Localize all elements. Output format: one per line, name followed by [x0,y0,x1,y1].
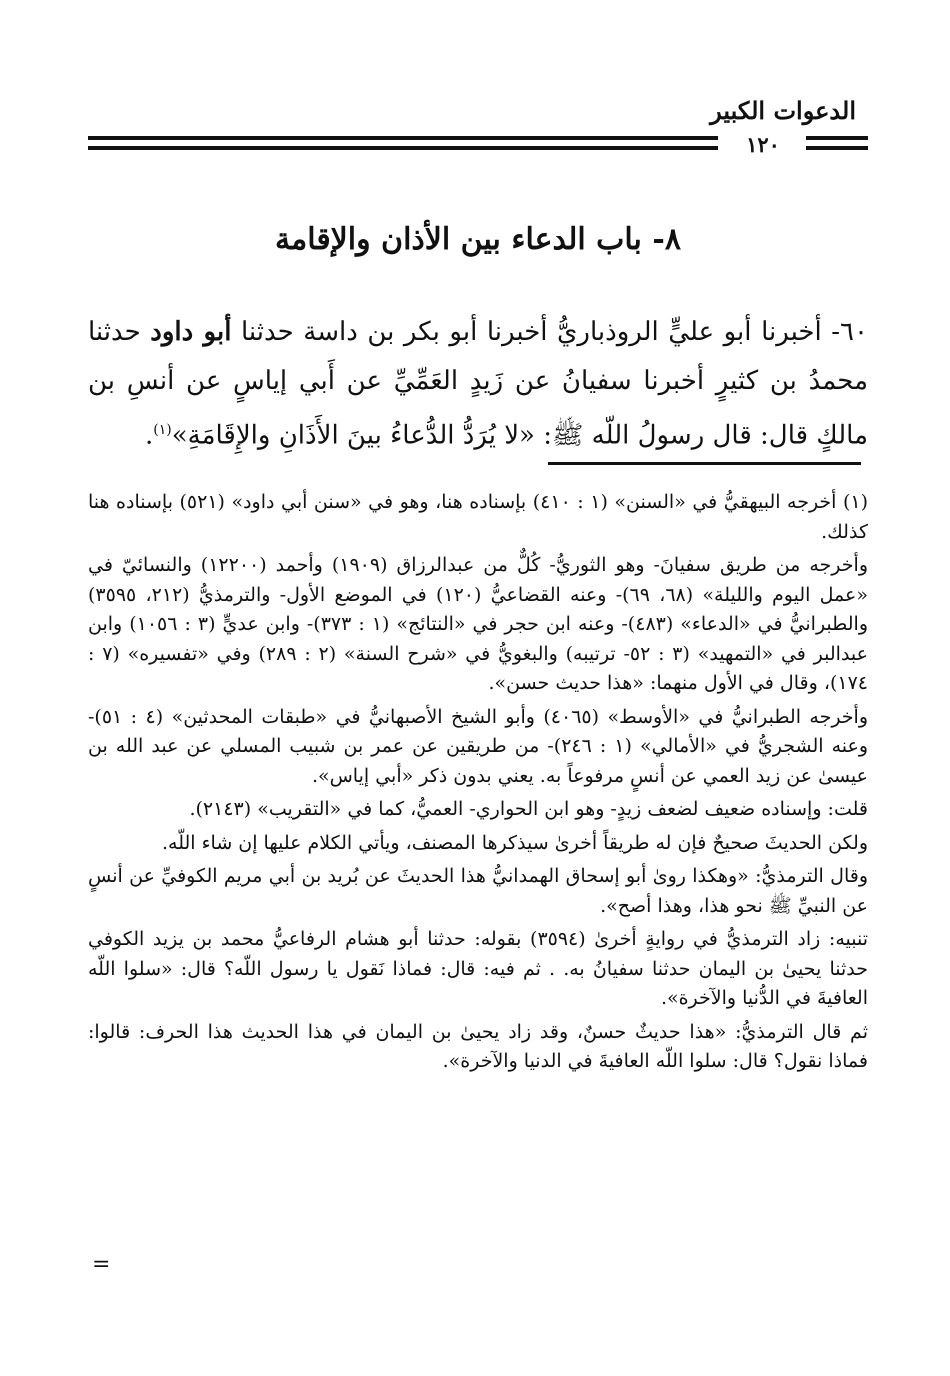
header-rule-top-right [806,136,868,140]
hadith-end: . [144,420,154,451]
page-header [88,96,868,156]
header-rule-bottom-left [88,146,718,150]
header-rule-top-left [88,136,718,140]
page-number: ١٢٠ [746,132,780,157]
footnote-paragraph: وأخرجه الطبرانيُّ في «الأوسط» (٤٠٦٥) وأبو الشيخ الأصبهانيُّ في «طبقات المحدثين» (٤ : ٥١)- وعنه الشجريُّ في «الأمالي» (١ : ٢٤٦)- من طريقين عن عمر بن شبيب المسلي عن عبد الله بن عيسىٰ عن زيد العمي عن أنسٍ مرفوعاً به. يعني بدون ذكر «أبي إياس». [88,705,869,787]
hadith-text [88,308,868,461]
chapter-title: ٨- باب الدعاء بين الأذان والإقامة [275,222,681,257]
continuation-mark: = [92,1252,111,1277]
hadith-intro: ٦٠- أخبرنا أبو عليٍّ الروذباريُّ أخبرنا أبو بكر بن داسة حدثنا [231,317,868,347]
footnote-paragraph: وقال الترمذيُّ: «وهكذا روىٰ أبو إسحاق الهمدانيُّ هذا الحديثَ عن بُريد بن أبي مريم الكوفيِّ عن أنسٍ عن النبيِّ ﷺ نحو هذا، وهذا أصح». [88,865,868,917]
footnote-paragraph: قلت: وإسناده ضعيف لضعف زيدٍ- وهو ابن الحواري- العميُّ، كما في «التقريب» (٢١٤٣). [189,798,868,820]
hadith-chain: حدثنا محمدُ بن كثيرٍ أخبرنا سفيانُ عن زَيدٍ العَمِّيِّ عن أَبي إياسٍ عن أنسِ بن مالكٍ قال: قال رسولُ اللّه ﷺ: [88,317,868,451]
footnote-separator [548,462,861,465]
hadith-narrator-bold: أبو داود [150,317,232,347]
footnote-paragraph: تنبيه: زاد الترمذيُّ في روايةٍ أخرىٰ (٣٥٩٤) بقوله: حدثنا أبو هشام الرفاعيُّ محمد بن يزيد الكوفي حدثنا يحيىٰ بن اليمان حدثنا سفيانُ به. . ثم فيه: قال: فماذا نَقول يا رسول اللّه؟ قال: «سلوا اللّه العافيةَ في الدُّنيا والآخرة». [88,928,868,1009]
footnote-paragraph: (١) أخرجه البيهقيُّ في «السنن» (١ : ٤١٠) بإسناده هنا، وهو في «سنن أبي داود» (٥٢١) بإسناده هنا كذلك. [88,491,869,543]
footnote-marker[interactable]: (١) [153,422,172,438]
footnote-paragraph: ولكن الحديثَ صحيحٌ فإن له طريقاً أخرىٰ سيذكرها المصنف، ويأتي الكلام عليها إن شاء اللّه. [161,831,868,854]
hadith-matn: «لا يُرَدُّ الدُّعاءُ بينَ الأَذَانِ والإِقَامَةِ» [171,420,535,451]
footnotes [88,488,868,1081]
header-rule-bottom-right [806,146,868,150]
footnote-paragraph: وأخرجه من طريق سفيانَ- وهو الثوريُّ- كُلٌّ من عبدالرزاق (١٩٠٩) وأحمد (١٢٢٠٠) والنسائيّ في «عمل اليوم والليلة» (٦٨، ٦٩)- وعنه القضاعيُّ (١٢٠) في الموضع الأول- والترمذيُّ (٢١٢، ٣٥٩٥) والطبرانيُّ في «الدعاء» (٤٨٣)- وعنه ابن حجر في «النتائج» (١ : ٣٧٣)- وابن عديٍّ (٣ : ١٠٥٦) وابن عبدالبر في «التمهيد» (٣ : ٥٢- ترتيبه) والبغويُّ في «شرح السنة» (٢ : ٢٨٩) وفي «تفسيره» (٧ : ١٧٤)، وقال في الأول منهما: «هذا حديث حسن». [88,554,869,694]
book-title: الدعوات الكبير [710,96,856,125]
footnote-paragraph: ثم قال الترمذيُّ: «هذا حديثٌ حسنٌ، وقد زاد يحيىٰ بن اليمان في هذا الحديث هذا الحرف: قالوا: فماذا نقول؟ قال: سلوا اللّه العافيةَ في الدنيا والآخرة». [88,1020,868,1072]
